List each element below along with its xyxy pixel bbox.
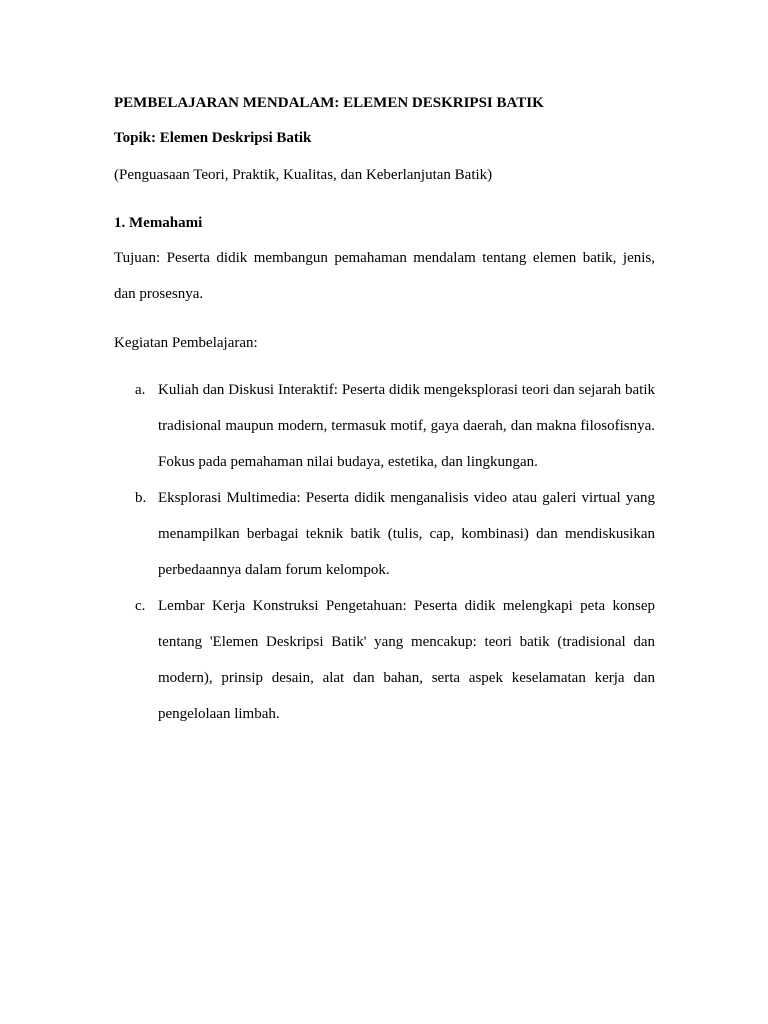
activities-list [114, 372, 655, 732]
section-heading: 1. Memahami [114, 215, 203, 231]
list-item-text: Kuliah dan Diskusi Interaktif: Peserta didik mengeksplorasi teori dan sejarah batik tradisional maupun modern, termasuk motif, gaya daerah, dan makna filosofisnya. Fokus pada pemahaman nilai budaya, estetika, dan lingkungan. [158, 382, 655, 470]
list-item [114, 372, 655, 480]
document-page [114, 0, 655, 1024]
document-title: PEMBELAJARAN MENDALAM: ELEMEN DESKRIPSI BATIK [114, 95, 544, 111]
list-item-text: Eksplorasi Multimedia: Peserta didik menganalisis video atau galeri virtual yang menampilkan berbagai teknik batik (tulis, cap, kombinasi) dan mendiskusikan perbedaannya dalam forum kelompok. [158, 490, 655, 578]
list-marker: b. [135, 490, 147, 506]
topic-heading: Topik: Elemen Deskripsi Batik [114, 130, 312, 146]
list-marker: a. [135, 382, 146, 398]
list-item-text: Lembar Kerja Konstruksi Pengetahuan: Peserta didik melengkapi peta konsep tentang 'Elemen Deskripsi Batik' yang mencakup: teori batik (tradisional dan modern), prinsip desain, alat dan bahan, serta aspek keselamatan kerja dan pengelolaan limbah. [158, 598, 655, 722]
list-marker: c. [135, 598, 146, 614]
document-subtitle: (Penguasaan Teori, Praktik, Kualitas, dan Keberlanjutan Batik) [114, 167, 493, 183]
list-item [114, 480, 655, 588]
list-item [114, 588, 655, 732]
objective-paragraph: Tujuan: Peserta didik membangun pemahaman mendalam tentang elemen batik, jenis, dan prosesnya. [114, 250, 655, 302]
activities-label: Kegiatan Pembelajaran: [114, 335, 258, 351]
